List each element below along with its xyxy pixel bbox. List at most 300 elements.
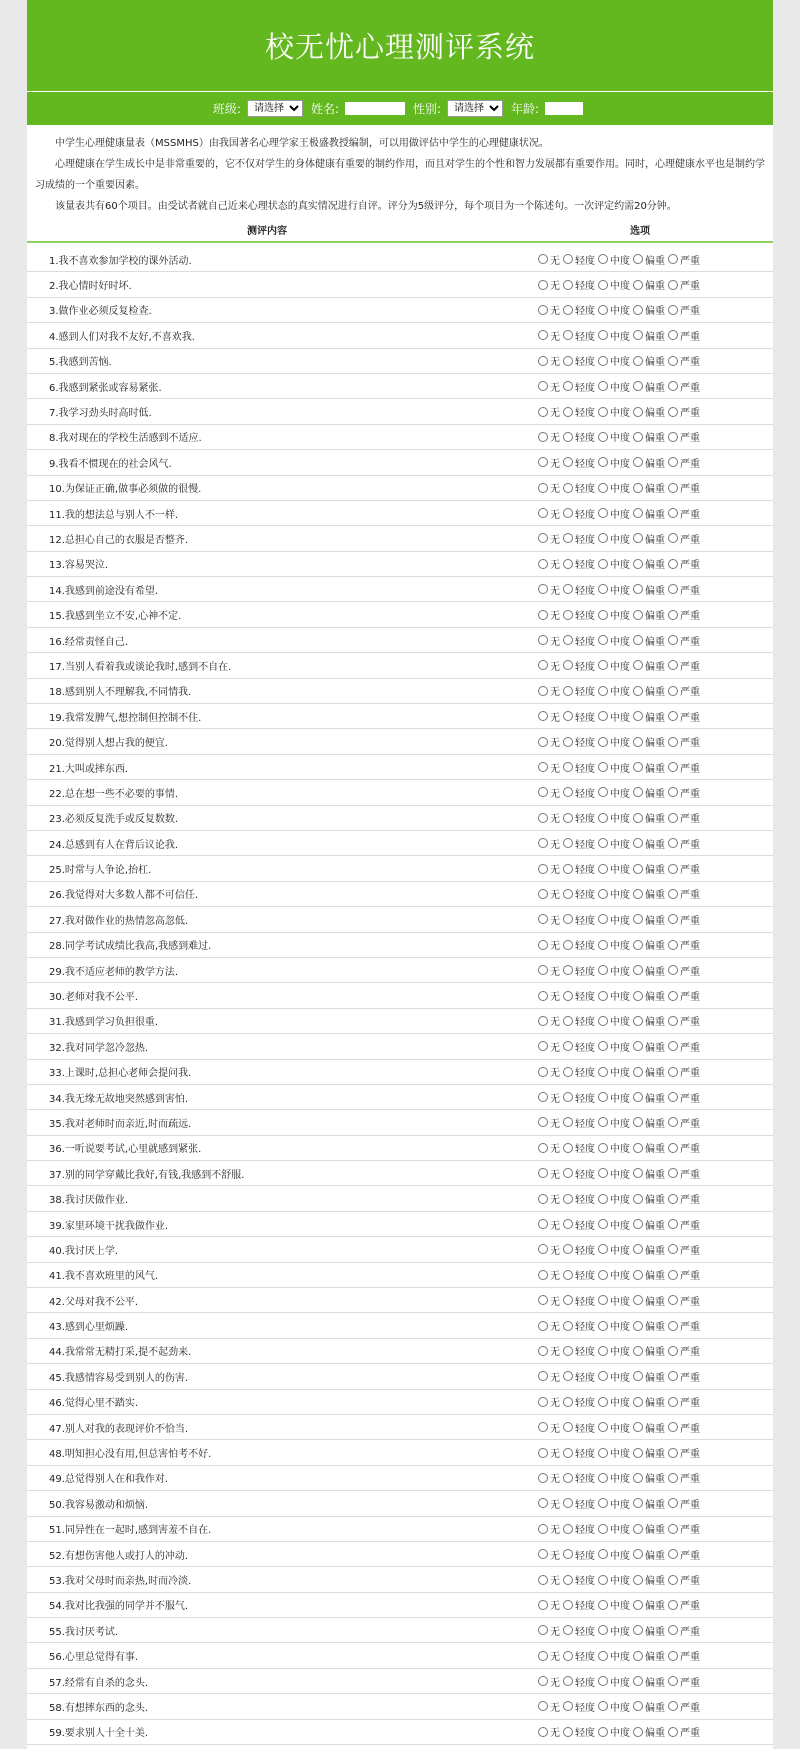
radio-button[interactable] xyxy=(633,1701,643,1711)
radio-button[interactable] xyxy=(633,1016,643,1026)
radio-button[interactable] xyxy=(598,991,608,1001)
radio-button[interactable] xyxy=(563,330,573,340)
radio-button[interactable] xyxy=(563,457,573,467)
radio-button[interactable] xyxy=(633,813,643,823)
answer-option[interactable] xyxy=(668,277,700,292)
radio-button[interactable] xyxy=(563,1676,573,1686)
radio-button[interactable] xyxy=(563,1016,573,1026)
answer-option[interactable] xyxy=(598,607,630,622)
radio-button[interactable] xyxy=(538,1371,548,1381)
radio-button[interactable] xyxy=(538,508,548,518)
answer-option[interactable] xyxy=(563,937,595,952)
answer-option[interactable] xyxy=(538,582,560,597)
radio-button[interactable] xyxy=(633,584,643,594)
answer-option[interactable] xyxy=(598,353,630,368)
radio-button[interactable] xyxy=(633,1295,643,1305)
answer-option[interactable] xyxy=(633,556,665,571)
answer-option[interactable] xyxy=(633,1217,665,1232)
answer-option[interactable] xyxy=(668,937,700,952)
answer-option[interactable] xyxy=(633,1496,665,1511)
radio-button[interactable] xyxy=(563,280,573,290)
answer-option[interactable] xyxy=(633,1166,665,1181)
answer-option[interactable] xyxy=(563,1521,595,1536)
radio-button[interactable] xyxy=(598,1270,608,1280)
answer-option[interactable] xyxy=(668,1318,700,1333)
radio-button[interactable] xyxy=(598,1067,608,1077)
radio-button[interactable] xyxy=(563,559,573,569)
radio-button[interactable] xyxy=(538,660,548,670)
answer-option[interactable] xyxy=(668,1674,700,1689)
answer-option[interactable] xyxy=(668,556,700,571)
radio-button[interactable] xyxy=(633,1321,643,1331)
radio-button[interactable] xyxy=(633,381,643,391)
radio-button[interactable] xyxy=(598,965,608,975)
radio-button[interactable] xyxy=(633,1194,643,1204)
answer-option[interactable] xyxy=(633,1191,665,1206)
answer-option[interactable] xyxy=(598,1699,630,1714)
answer-option[interactable] xyxy=(598,683,630,698)
answer-option[interactable] xyxy=(563,963,595,978)
answer-option[interactable] xyxy=(668,506,700,521)
radio-button[interactable] xyxy=(633,737,643,747)
answer-option[interactable] xyxy=(538,760,560,775)
answer-option[interactable] xyxy=(633,709,665,724)
radio-button[interactable] xyxy=(538,1701,548,1711)
answer-option[interactable] xyxy=(538,302,560,317)
answer-option[interactable] xyxy=(668,810,700,825)
radio-button[interactable] xyxy=(538,1244,548,1254)
answer-option[interactable] xyxy=(538,1420,560,1435)
answer-option[interactable] xyxy=(538,277,560,292)
answer-option[interactable] xyxy=(563,760,595,775)
answer-option[interactable] xyxy=(563,252,595,267)
answer-option[interactable] xyxy=(668,1623,700,1638)
answer-option[interactable] xyxy=(633,1394,665,1409)
answer-option[interactable] xyxy=(633,1039,665,1054)
radio-button[interactable] xyxy=(598,1701,608,1711)
answer-option[interactable] xyxy=(633,810,665,825)
answer-option[interactable] xyxy=(668,683,700,698)
radio-button[interactable] xyxy=(668,1701,678,1711)
radio-button[interactable] xyxy=(598,1448,608,1458)
radio-button[interactable] xyxy=(668,1295,678,1305)
answer-option[interactable] xyxy=(598,328,630,343)
answer-option[interactable] xyxy=(563,379,595,394)
radio-button[interactable] xyxy=(563,1651,573,1661)
radio-button[interactable] xyxy=(598,508,608,518)
answer-option[interactable] xyxy=(598,379,630,394)
answer-option[interactable] xyxy=(598,556,630,571)
answer-option[interactable] xyxy=(538,556,560,571)
answer-option[interactable] xyxy=(598,1521,630,1536)
answer-option[interactable] xyxy=(538,937,560,952)
answer-option[interactable] xyxy=(668,1369,700,1384)
radio-button[interactable] xyxy=(598,1016,608,1026)
radio-button[interactable] xyxy=(563,1244,573,1254)
radio-button[interactable] xyxy=(563,940,573,950)
radio-button[interactable] xyxy=(633,280,643,290)
radio-button[interactable] xyxy=(668,1270,678,1280)
answer-option[interactable] xyxy=(668,886,700,901)
radio-button[interactable] xyxy=(598,1524,608,1534)
radio-button[interactable] xyxy=(563,1270,573,1280)
radio-button[interactable] xyxy=(538,483,548,493)
radio-button[interactable] xyxy=(538,813,548,823)
radio-button[interactable] xyxy=(538,838,548,848)
answer-option[interactable] xyxy=(563,353,595,368)
answer-option[interactable] xyxy=(668,861,700,876)
radio-button[interactable] xyxy=(633,1473,643,1483)
radio-button[interactable] xyxy=(563,1194,573,1204)
answer-option[interactable] xyxy=(563,785,595,800)
radio-button[interactable] xyxy=(538,559,548,569)
radio-button[interactable] xyxy=(598,1397,608,1407)
answer-option[interactable] xyxy=(633,886,665,901)
answer-option[interactable] xyxy=(538,353,560,368)
answer-option[interactable] xyxy=(563,607,595,622)
radio-button[interactable] xyxy=(598,432,608,442)
answer-option[interactable] xyxy=(563,1217,595,1232)
radio-button[interactable] xyxy=(538,1143,548,1153)
answer-option[interactable] xyxy=(563,1623,595,1638)
radio-button[interactable] xyxy=(538,1270,548,1280)
answer-option[interactable] xyxy=(668,1140,700,1155)
radio-button[interactable] xyxy=(563,1117,573,1127)
radio-button[interactable] xyxy=(538,330,548,340)
radio-button[interactable] xyxy=(668,940,678,950)
answer-option[interactable] xyxy=(598,810,630,825)
radio-button[interactable] xyxy=(668,559,678,569)
answer-option[interactable] xyxy=(563,1572,595,1587)
answer-option[interactable] xyxy=(668,1724,700,1739)
radio-button[interactable] xyxy=(668,889,678,899)
answer-option[interactable] xyxy=(563,302,595,317)
radio-button[interactable] xyxy=(668,813,678,823)
answer-option[interactable] xyxy=(668,912,700,927)
answer-option[interactable] xyxy=(563,429,595,444)
answer-option[interactable] xyxy=(538,1267,560,1282)
radio-button[interactable] xyxy=(563,1575,573,1585)
answer-option[interactable] xyxy=(633,734,665,749)
radio-button[interactable] xyxy=(563,1219,573,1229)
answer-option[interactable] xyxy=(633,607,665,622)
answer-option[interactable] xyxy=(633,1064,665,1079)
answer-option[interactable] xyxy=(538,912,560,927)
answer-option[interactable] xyxy=(633,1470,665,1485)
radio-button[interactable] xyxy=(563,432,573,442)
answer-option[interactable] xyxy=(563,582,595,597)
radio-button[interactable] xyxy=(538,914,548,924)
answer-option[interactable] xyxy=(633,633,665,648)
answer-option[interactable] xyxy=(633,429,665,444)
radio-button[interactable] xyxy=(633,1498,643,1508)
radio-button[interactable] xyxy=(538,991,548,1001)
radio-button[interactable] xyxy=(538,1575,548,1585)
answer-option[interactable] xyxy=(633,252,665,267)
answer-option[interactable] xyxy=(563,1496,595,1511)
answer-option[interactable] xyxy=(668,1521,700,1536)
answer-option[interactable] xyxy=(668,1013,700,1028)
radio-button[interactable] xyxy=(563,1092,573,1102)
answer-option[interactable] xyxy=(668,404,700,419)
radio-button[interactable] xyxy=(598,1575,608,1585)
radio-button[interactable] xyxy=(668,1448,678,1458)
radio-button[interactable] xyxy=(668,1625,678,1635)
answer-option[interactable] xyxy=(538,836,560,851)
answer-option[interactable] xyxy=(633,1369,665,1384)
radio-button[interactable] xyxy=(598,635,608,645)
answer-option[interactable] xyxy=(598,1369,630,1384)
answer-option[interactable] xyxy=(633,861,665,876)
radio-button[interactable] xyxy=(538,1346,548,1356)
radio-button[interactable] xyxy=(598,457,608,467)
answer-option[interactable] xyxy=(563,1420,595,1435)
answer-option[interactable] xyxy=(668,480,700,495)
radio-button[interactable] xyxy=(598,407,608,417)
answer-option[interactable] xyxy=(538,328,560,343)
radio-button[interactable] xyxy=(668,635,678,645)
answer-option[interactable] xyxy=(563,1191,595,1206)
radio-button[interactable] xyxy=(633,1244,643,1254)
answer-option[interactable] xyxy=(598,1394,630,1409)
answer-option[interactable] xyxy=(633,1318,665,1333)
radio-button[interactable] xyxy=(563,1727,573,1737)
answer-option[interactable] xyxy=(538,1724,560,1739)
radio-button[interactable] xyxy=(668,1168,678,1178)
answer-option[interactable] xyxy=(598,1572,630,1587)
radio-button[interactable] xyxy=(538,1067,548,1077)
radio-button[interactable] xyxy=(633,1524,643,1534)
answer-option[interactable] xyxy=(633,963,665,978)
radio-button[interactable] xyxy=(668,1676,678,1686)
answer-option[interactable] xyxy=(563,633,595,648)
answer-option[interactable] xyxy=(538,1521,560,1536)
answer-option[interactable] xyxy=(598,1648,630,1663)
radio-button[interactable] xyxy=(668,787,678,797)
answer-option[interactable] xyxy=(668,709,700,724)
radio-button[interactable] xyxy=(563,1067,573,1077)
answer-option[interactable] xyxy=(598,937,630,952)
answer-option[interactable] xyxy=(598,836,630,851)
radio-button[interactable] xyxy=(563,533,573,543)
radio-button[interactable] xyxy=(563,305,573,315)
answer-option[interactable] xyxy=(633,480,665,495)
radio-button[interactable] xyxy=(563,1473,573,1483)
radio-button[interactable] xyxy=(633,686,643,696)
answer-option[interactable] xyxy=(538,1090,560,1105)
name-input[interactable] xyxy=(345,102,405,115)
answer-option[interactable] xyxy=(563,734,595,749)
radio-button[interactable] xyxy=(668,610,678,620)
radio-button[interactable] xyxy=(668,1117,678,1127)
radio-button[interactable] xyxy=(668,711,678,721)
answer-option[interactable] xyxy=(538,1293,560,1308)
answer-option[interactable] xyxy=(633,988,665,1003)
radio-button[interactable] xyxy=(563,610,573,620)
answer-option[interactable] xyxy=(598,963,630,978)
radio-button[interactable] xyxy=(668,330,678,340)
answer-option[interactable] xyxy=(538,683,560,698)
radio-button[interactable] xyxy=(598,1321,608,1331)
radio-button[interactable] xyxy=(598,1346,608,1356)
radio-button[interactable] xyxy=(563,1524,573,1534)
radio-button[interactable] xyxy=(668,1321,678,1331)
radio-button[interactable] xyxy=(633,1270,643,1280)
radio-button[interactable] xyxy=(538,1041,548,1051)
radio-button[interactable] xyxy=(563,737,573,747)
answer-option[interactable] xyxy=(668,1115,700,1130)
radio-button[interactable] xyxy=(538,533,548,543)
answer-option[interactable] xyxy=(668,963,700,978)
radio-button[interactable] xyxy=(633,1575,643,1585)
radio-button[interactable] xyxy=(538,1727,548,1737)
answer-option[interactable] xyxy=(563,836,595,851)
radio-button[interactable] xyxy=(598,254,608,264)
radio-button[interactable] xyxy=(633,1041,643,1051)
radio-button[interactable] xyxy=(538,1549,548,1559)
answer-option[interactable] xyxy=(668,353,700,368)
answer-option[interactable] xyxy=(668,1039,700,1054)
answer-option[interactable] xyxy=(563,1547,595,1562)
answer-option[interactable] xyxy=(668,1064,700,1079)
radio-button[interactable] xyxy=(563,864,573,874)
radio-button[interactable] xyxy=(538,711,548,721)
answer-option[interactable] xyxy=(538,709,560,724)
answer-option[interactable] xyxy=(633,302,665,317)
radio-button[interactable] xyxy=(598,1600,608,1610)
answer-option[interactable] xyxy=(668,1394,700,1409)
answer-option[interactable] xyxy=(563,1648,595,1663)
answer-option[interactable] xyxy=(633,1674,665,1689)
radio-button[interactable] xyxy=(598,1219,608,1229)
answer-option[interactable] xyxy=(598,1217,630,1232)
answer-option[interactable] xyxy=(538,1572,560,1587)
radio-button[interactable] xyxy=(633,1625,643,1635)
answer-option[interactable] xyxy=(598,1013,630,1028)
answer-option[interactable] xyxy=(668,1242,700,1257)
radio-button[interactable] xyxy=(563,813,573,823)
radio-button[interactable] xyxy=(538,1448,548,1458)
answer-option[interactable] xyxy=(668,633,700,648)
radio-button[interactable] xyxy=(538,1092,548,1102)
answer-option[interactable] xyxy=(563,1445,595,1460)
radio-button[interactable] xyxy=(633,635,643,645)
answer-option[interactable] xyxy=(563,1470,595,1485)
answer-option[interactable] xyxy=(563,404,595,419)
answer-option[interactable] xyxy=(668,836,700,851)
answer-option[interactable] xyxy=(633,379,665,394)
answer-option[interactable] xyxy=(563,1115,595,1130)
answer-option[interactable] xyxy=(538,1166,560,1181)
radio-button[interactable] xyxy=(668,965,678,975)
radio-button[interactable] xyxy=(633,559,643,569)
radio-button[interactable] xyxy=(598,1371,608,1381)
answer-option[interactable] xyxy=(633,1445,665,1460)
answer-option[interactable] xyxy=(538,886,560,901)
radio-button[interactable] xyxy=(668,1549,678,1559)
answer-option[interactable] xyxy=(563,531,595,546)
answer-option[interactable] xyxy=(668,1343,700,1358)
radio-button[interactable] xyxy=(598,838,608,848)
answer-option[interactable] xyxy=(563,1343,595,1358)
answer-option[interactable] xyxy=(538,1013,560,1028)
answer-option[interactable] xyxy=(668,1420,700,1435)
radio-button[interactable] xyxy=(668,1244,678,1254)
answer-option[interactable] xyxy=(538,1394,560,1409)
answer-option[interactable] xyxy=(668,1470,700,1485)
answer-option[interactable] xyxy=(668,455,700,470)
answer-option[interactable] xyxy=(563,709,595,724)
radio-button[interactable] xyxy=(598,864,608,874)
answer-option[interactable] xyxy=(633,353,665,368)
radio-button[interactable] xyxy=(563,635,573,645)
answer-option[interactable] xyxy=(563,1064,595,1079)
answer-option[interactable] xyxy=(563,1140,595,1155)
answer-option[interactable] xyxy=(563,1090,595,1105)
radio-button[interactable] xyxy=(598,1041,608,1051)
answer-option[interactable] xyxy=(598,252,630,267)
answer-option[interactable] xyxy=(563,277,595,292)
answer-option[interactable] xyxy=(563,506,595,521)
radio-button[interactable] xyxy=(598,533,608,543)
answer-option[interactable] xyxy=(633,582,665,597)
radio-button[interactable] xyxy=(598,305,608,315)
answer-option[interactable] xyxy=(538,1648,560,1663)
answer-option[interactable] xyxy=(633,404,665,419)
radio-button[interactable] xyxy=(633,1168,643,1178)
radio-button[interactable] xyxy=(563,838,573,848)
radio-button[interactable] xyxy=(538,1168,548,1178)
radio-button[interactable] xyxy=(668,254,678,264)
radio-button[interactable] xyxy=(538,1600,548,1610)
radio-button[interactable] xyxy=(633,1600,643,1610)
answer-option[interactable] xyxy=(668,328,700,343)
radio-button[interactable] xyxy=(538,762,548,772)
radio-button[interactable] xyxy=(538,686,548,696)
answer-option[interactable] xyxy=(598,1242,630,1257)
answer-option[interactable] xyxy=(633,1547,665,1562)
radio-button[interactable] xyxy=(538,407,548,417)
answer-option[interactable] xyxy=(538,785,560,800)
answer-option[interactable] xyxy=(633,785,665,800)
radio-button[interactable] xyxy=(668,660,678,670)
radio-button[interactable] xyxy=(668,1498,678,1508)
radio-button[interactable] xyxy=(563,1041,573,1051)
answer-option[interactable] xyxy=(538,734,560,749)
radio-button[interactable] xyxy=(563,1143,573,1153)
radio-button[interactable] xyxy=(598,813,608,823)
answer-option[interactable] xyxy=(563,988,595,1003)
radio-button[interactable] xyxy=(538,610,548,620)
radio-button[interactable] xyxy=(598,787,608,797)
answer-option[interactable] xyxy=(668,1090,700,1105)
radio-button[interactable] xyxy=(668,305,678,315)
radio-button[interactable] xyxy=(633,483,643,493)
answer-option[interactable] xyxy=(563,912,595,927)
answer-option[interactable] xyxy=(633,1521,665,1536)
radio-button[interactable] xyxy=(598,356,608,366)
answer-option[interactable] xyxy=(598,886,630,901)
answer-option[interactable] xyxy=(598,1496,630,1511)
radio-button[interactable] xyxy=(668,1016,678,1026)
radio-button[interactable] xyxy=(538,1016,548,1026)
answer-option[interactable] xyxy=(538,455,560,470)
answer-option[interactable] xyxy=(598,480,630,495)
radio-button[interactable] xyxy=(668,1422,678,1432)
radio-button[interactable] xyxy=(563,762,573,772)
answer-option[interactable] xyxy=(633,937,665,952)
radio-button[interactable] xyxy=(563,254,573,264)
